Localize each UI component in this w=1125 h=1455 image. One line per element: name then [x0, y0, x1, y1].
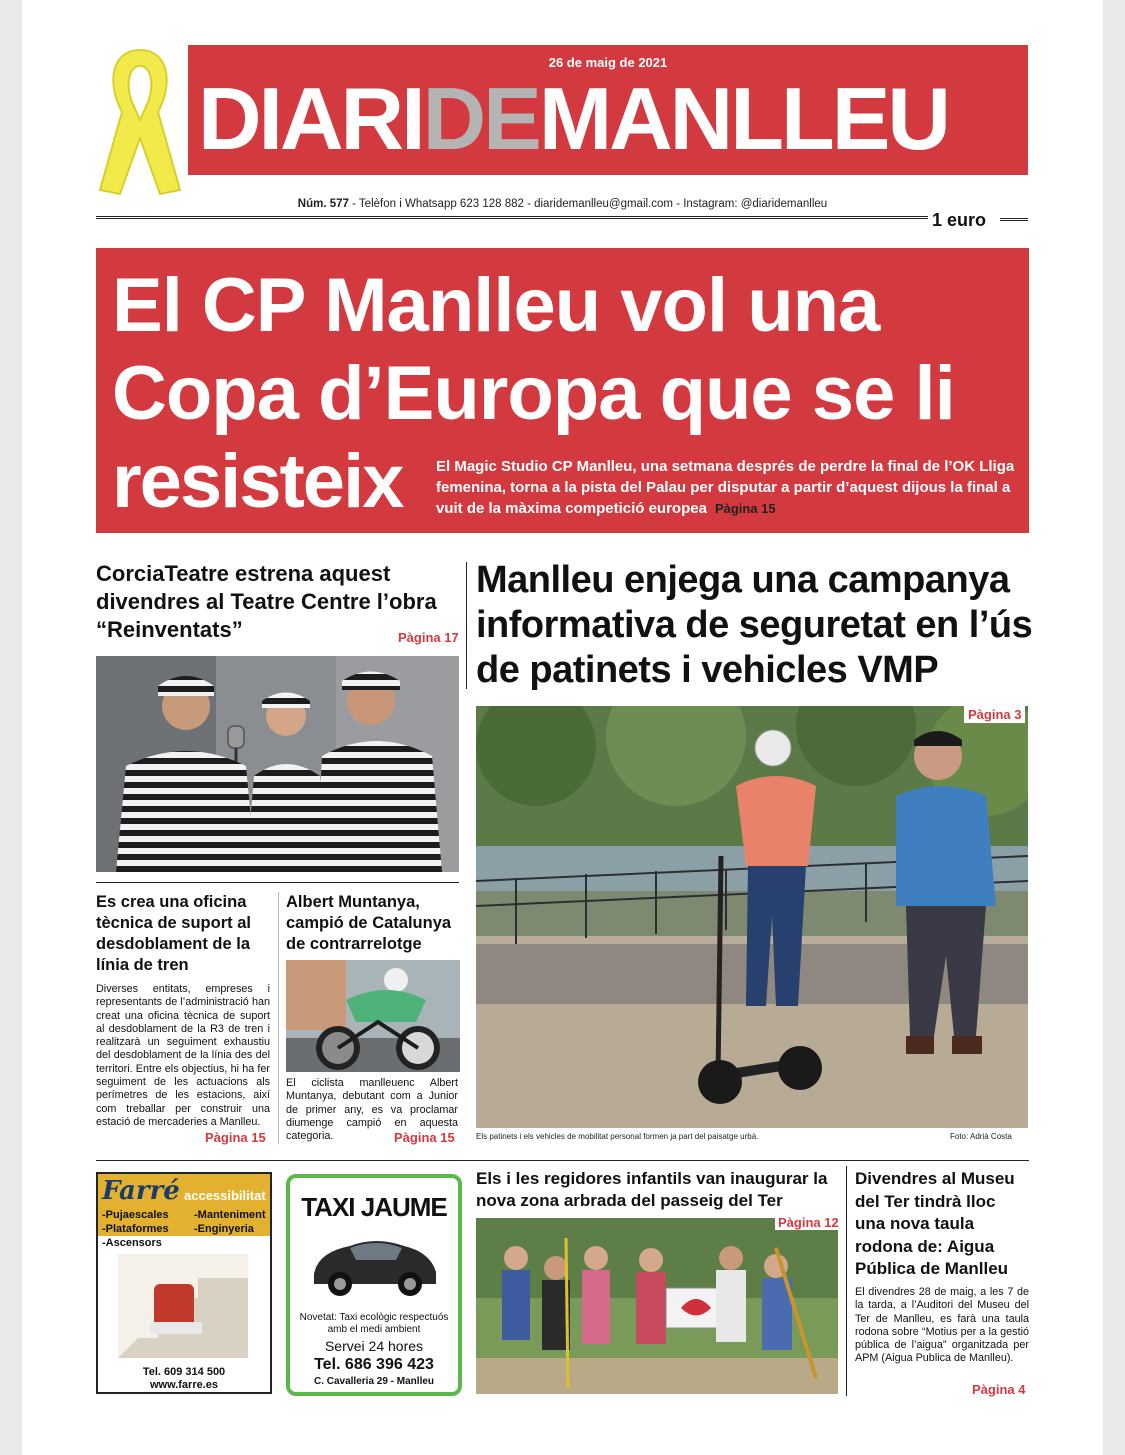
farre-ad[interactable] — [96, 1172, 272, 1394]
taxi-service: Servei 24 hores — [324, 1338, 424, 1354]
taxi-brand: TAXI JAUME — [301, 1192, 447, 1222]
train-headline[interactable]: Es crea una oficina tècnica de suport al desdoblament de la línia de tren — [96, 893, 251, 974]
page-ref: Pàgina 15 — [205, 1130, 266, 1145]
divider — [96, 216, 928, 223]
taxi-phone: Tel. 686 396 423 — [314, 1356, 434, 1373]
page-ref: Pàgina 12 — [775, 1215, 842, 1230]
museum-headline[interactable]: Divendres al Museu del Ter tindrà lloc una nova taula rodona de: Aigua Pública de Manlleu — [855, 1169, 1015, 1278]
page-ref: Pàgina 3 — [964, 706, 1025, 723]
taxi-ad[interactable] — [286, 1174, 462, 1396]
issue-number: Núm. 577 — [297, 198, 349, 210]
page-ref: Pàgina 15 — [714, 501, 776, 516]
page-ref: Pàgina 15 — [394, 1130, 455, 1145]
divider — [96, 882, 459, 883]
divider — [96, 1160, 1029, 1161]
lead-subtitle: El Magic Studio CP Manlleu, una setmana després de perdre la final de l’OK Lliga femenina, torna a la pista del Palau per disputar a partir d’aquest dijous la final a vuit de la màxima competició europea Pàgina 15 — [436, 458, 1015, 517]
cycling-photo — [286, 960, 460, 1072]
price: 1 euro — [932, 210, 987, 230]
contact-line — [0, 198, 1125, 210]
train-body: Diverses entitats, empreses i representants de l’administració han creat una oficina tècnica de suport al desdoblament de la R3 de tren i realitzarà un seguiment exhaustiu del desdoblament de la línia des del territori. Entre els objectius, hi ha fer seguiment de les actuacions als perímetres de les estacions, així com treballar per construir una estació de mercaderies a Manlleu. — [96, 983, 270, 1128]
lead-headline: El CP Manlleu vol una Copa d’Europa que se li resisteix — [112, 263, 955, 524]
contact-details: - Telèfon i Whatsapp 623 128 882 - diaridemanlleu@gmail.com - Instagram: @diaridemanlleu — [348, 198, 828, 210]
farre-brand: Farré — [102, 1176, 180, 1206]
divider — [278, 892, 279, 1144]
cycling-headline[interactable]: Albert Muntanya, campió de Catalunya de contrarrelotge — [286, 893, 452, 953]
taxi-novelty: Novetat: Taxi ecològic respectuós amb el medi ambient — [299, 1312, 449, 1335]
kids-photo — [476, 1218, 838, 1394]
theatre-photo — [96, 656, 459, 872]
divider — [1000, 218, 1028, 225]
lead-story[interactable] — [96, 248, 1029, 533]
scooter-photo — [476, 706, 1028, 1128]
museum-body: El divendres 28 de maig, a les 7 de la tarda, a l’Auditori del Museu del Ter de Manlleu, es farà una taula rodona sobre “Motius per a la gestió pública de l’aigua” organitzada per APM (Aigua Publica de Manlleu). — [855, 1286, 1029, 1365]
farre-services-left: -Pujaescales -Plataformes -Ascensors — [102, 1209, 169, 1249]
photo-credit: Foto: Adrià Costa — [950, 1132, 1012, 1141]
cycling-body: El ciclista manlleuenc Albert Muntanya, debutant com a Junior de primer any, es va proclamar diumenge campió en aquesta categoria. — [286, 1077, 458, 1143]
farre-services-right: -Manteniment -Enginyeria — [194, 1209, 266, 1235]
divider — [846, 1166, 847, 1396]
photo-caption: Els patinets i els vehicles de mobilitat personal formen ja part del paisatge urbà. — [476, 1132, 759, 1141]
theatre-headline[interactable]: CorciaTeatre estrena aquest divendres al Teatre Centre l’obra “Reinventats” — [96, 561, 437, 642]
page-ref: Pàgina 17 — [398, 630, 459, 645]
car-icon — [310, 1228, 440, 1300]
issue-date: 26 de maig de 2021 — [548, 55, 668, 70]
farre-contact: Tel. 609 314 500 www.farre.es — [142, 1366, 226, 1391]
yellow-ribbon-icon — [92, 42, 188, 202]
farre-tag: accessibilitat — [184, 1188, 266, 1203]
kids-headline[interactable]: Els i les regidores infantils van inaugurar la nova zona arbrada del passeig del Ter — [476, 1169, 828, 1210]
divider — [466, 562, 467, 689]
page-ref: Pàgina 4 — [972, 1382, 1026, 1397]
taxi-address: C. Cavalleria 29 - Manlleu — [313, 1376, 435, 1387]
scooter-headline[interactable]: Manlleu enjega una campanya informativa de seguretat en l’ús de patinets i vehicles VMP — [476, 559, 1033, 691]
newspaper-title: DIARIDEMANLLEU — [198, 69, 948, 168]
masthead — [188, 45, 1028, 175]
stairlift-icon — [118, 1254, 248, 1358]
